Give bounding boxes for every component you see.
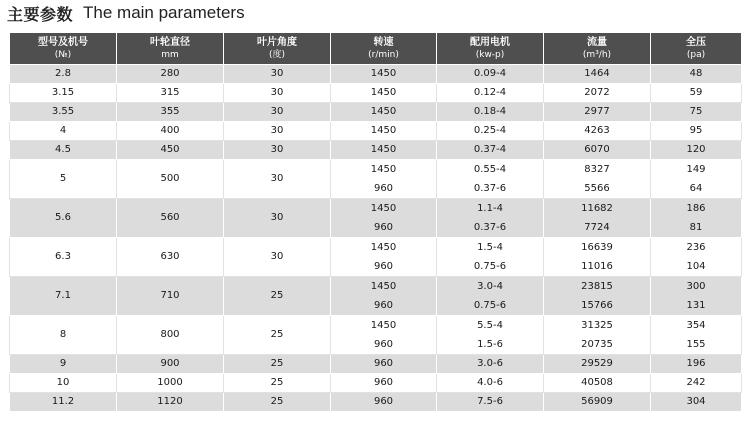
cell-pressure-value: 354 — [686, 320, 706, 331]
header-unit: (pa) — [686, 49, 706, 60]
table-header-row — [10, 33, 742, 65]
cell-speed — [331, 355, 437, 374]
cell-motor-value: 0.37-6 — [473, 183, 507, 194]
table-row — [10, 277, 742, 316]
header-pressure — [651, 33, 742, 65]
cell-motor — [437, 238, 544, 277]
cell-speed — [331, 238, 437, 277]
cell-motor — [437, 355, 544, 374]
table-row — [10, 199, 742, 238]
header-label: 配用电机 — [470, 36, 510, 48]
cell-pressure-value: 236 — [686, 242, 706, 253]
cell-speed-value: 1450 — [370, 320, 397, 331]
cell-flow — [544, 84, 651, 103]
cell-speed-value: 1450 — [370, 87, 397, 98]
cell-angle: 25 — [224, 355, 331, 374]
cell-angle: 25 — [224, 393, 331, 412]
cell-speed — [331, 199, 437, 238]
cell-motor-value: 0.09-4 — [473, 68, 507, 79]
cell-pressure — [651, 374, 742, 393]
cell-flow — [544, 355, 651, 374]
cell-pressure-value: 64 — [689, 183, 703, 194]
cell-angle: 25 — [224, 277, 331, 316]
cell-speed-value: 1450 — [370, 106, 397, 117]
table-body — [10, 33, 742, 412]
cell-pressure — [651, 141, 742, 160]
cell-speed-value: 960 — [373, 222, 394, 233]
cell-speed-value: 1450 — [370, 125, 397, 136]
cell-motor-value: 7.5-6 — [477, 396, 503, 407]
cell-diameter: 450 — [117, 141, 224, 160]
cell-pressure — [651, 277, 742, 316]
cell-pressure-value: 304 — [686, 396, 706, 407]
cell-motor — [437, 199, 544, 238]
header-unit: (kw-p) — [475, 49, 505, 60]
cell-flow-value: 31325 — [581, 320, 613, 331]
table-row — [10, 160, 742, 199]
header-flow — [544, 33, 651, 65]
cell-flow-value: 8327 — [584, 164, 610, 175]
cell-flow — [544, 103, 651, 122]
cell-angle: 30 — [224, 141, 331, 160]
header-unit: (r/min) — [368, 49, 399, 60]
header-motor — [437, 33, 544, 65]
cell-angle: 30 — [224, 160, 331, 199]
cell-model: 3.15 — [10, 84, 117, 103]
cell-flow — [544, 65, 651, 84]
cell-motor-value: 0.55-4 — [473, 164, 507, 175]
cell-motor-value: 0.37-4 — [473, 144, 507, 155]
cell-speed — [331, 84, 437, 103]
cell-flow — [544, 122, 651, 141]
table-row — [10, 103, 742, 122]
header-label: 型号及机号 — [38, 36, 88, 48]
header-label: 叶轮直径 — [150, 36, 190, 48]
cell-flow-value: 7724 — [584, 222, 610, 233]
cell-motor-value: 3.0-4 — [477, 281, 503, 292]
cell-model: 2.8 — [10, 65, 117, 84]
cell-flow — [544, 393, 651, 412]
cell-pressure-value: 300 — [686, 281, 706, 292]
cell-pressure — [651, 103, 742, 122]
cell-motor-value: 0.37-6 — [473, 222, 507, 233]
cell-speed-value: 1450 — [370, 144, 397, 155]
cell-speed-value: 960 — [373, 183, 394, 194]
cell-motor — [437, 316, 544, 355]
cell-motor-value: 4.0-6 — [477, 377, 503, 388]
header-model — [10, 33, 117, 65]
cell-pressure-value: 186 — [686, 203, 706, 214]
table-row — [10, 122, 742, 141]
cell-flow-value: 1464 — [584, 68, 610, 79]
cell-flow — [544, 316, 651, 355]
table-row — [10, 238, 742, 277]
cell-pressure — [651, 160, 742, 199]
cell-speed-value: 960 — [373, 377, 394, 388]
title-chinese: 主要参数 — [7, 4, 74, 24]
cell-motor — [437, 160, 544, 199]
cell-motor — [437, 374, 544, 393]
table-row — [10, 393, 742, 412]
cell-pressure-value: 104 — [686, 261, 706, 272]
cell-pressure-value: 95 — [689, 125, 703, 136]
cell-motor-value: 0.25-4 — [473, 125, 507, 136]
cell-flow-value: 20735 — [581, 339, 613, 350]
header-angle — [224, 33, 331, 65]
table-row — [10, 65, 742, 84]
cell-model: 6.3 — [10, 238, 117, 277]
cell-pressure-value: 131 — [686, 300, 706, 311]
cell-speed-value: 960 — [373, 300, 394, 311]
cell-pressure — [651, 316, 742, 355]
cell-model: 3.55 — [10, 103, 117, 122]
header-label: 转速 — [373, 36, 394, 48]
cell-angle: 25 — [224, 316, 331, 355]
cell-flow-value: 2072 — [584, 87, 610, 98]
cell-diameter: 1120 — [117, 393, 224, 412]
cell-flow-value: 5566 — [584, 183, 610, 194]
cell-speed-value: 1450 — [370, 203, 397, 214]
cell-motor — [437, 122, 544, 141]
cell-diameter: 355 — [117, 103, 224, 122]
cell-flow-value: 29529 — [581, 358, 613, 369]
cell-speed-value: 1450 — [370, 242, 397, 253]
header-unit: (m³/h) — [582, 49, 612, 60]
cell-pressure-value: 242 — [686, 377, 706, 388]
header-unit: mm — [161, 49, 179, 60]
cell-speed — [331, 393, 437, 412]
cell-motor — [437, 277, 544, 316]
cell-pressure-value: 120 — [686, 144, 706, 155]
header-label: 全压 — [686, 36, 706, 48]
cell-speed — [331, 160, 437, 199]
cell-speed-value: 960 — [373, 358, 394, 369]
cell-angle: 30 — [224, 65, 331, 84]
cell-model: 4 — [10, 122, 117, 141]
table-row — [10, 84, 742, 103]
cell-flow-value: 16639 — [581, 242, 613, 253]
cell-model: 8 — [10, 316, 117, 355]
cell-flow-value: 11016 — [581, 261, 613, 272]
cell-pressure-value: 81 — [689, 222, 703, 233]
cell-flow — [544, 199, 651, 238]
cell-pressure — [651, 355, 742, 374]
cell-flow — [544, 141, 651, 160]
cell-speed — [331, 277, 437, 316]
cell-angle: 30 — [224, 103, 331, 122]
cell-flow — [544, 238, 651, 277]
cell-flow-value: 15766 — [581, 300, 613, 311]
cell-flow-value: 23815 — [581, 281, 613, 292]
page-title — [7, 2, 245, 24]
cell-motor-value: 0.18-4 — [473, 106, 507, 117]
table-row — [10, 316, 742, 355]
cell-angle: 30 — [224, 84, 331, 103]
header-diameter — [117, 33, 224, 65]
cell-motor-value: 3.0-6 — [477, 358, 503, 369]
cell-speed-value: 1450 — [370, 68, 397, 79]
cell-motor — [437, 103, 544, 122]
cell-pressure-value: 155 — [686, 339, 706, 350]
cell-diameter: 710 — [117, 277, 224, 316]
cell-angle: 30 — [224, 238, 331, 277]
table-row — [10, 374, 742, 393]
cell-pressure — [651, 199, 742, 238]
cell-pressure — [651, 65, 742, 84]
header-unit: (№) — [54, 49, 72, 60]
header-speed — [331, 33, 437, 65]
cell-speed — [331, 103, 437, 122]
cell-speed-value: 1450 — [370, 164, 397, 175]
cell-model: 5 — [10, 160, 117, 199]
cell-speed-value: 960 — [373, 261, 394, 272]
cell-pressure-value: 149 — [686, 164, 706, 175]
cell-diameter: 315 — [117, 84, 224, 103]
cell-motor — [437, 393, 544, 412]
cell-flow-value: 2977 — [584, 106, 610, 117]
header-label: 叶片角度 — [257, 36, 297, 48]
cell-model: 9 — [10, 355, 117, 374]
cell-flow — [544, 277, 651, 316]
cell-pressure — [651, 393, 742, 412]
cell-pressure-value: 48 — [689, 68, 703, 79]
cell-flow — [544, 160, 651, 199]
cell-speed-value: 1450 — [370, 281, 397, 292]
cell-diameter: 400 — [117, 122, 224, 141]
cell-diameter: 1000 — [117, 374, 224, 393]
header-unit: (度) — [268, 49, 286, 60]
cell-model: 11.2 — [10, 393, 117, 412]
cell-motor-value: 1.5-6 — [477, 339, 503, 350]
cell-speed-value: 960 — [373, 396, 394, 407]
cell-motor-value: 0.75-6 — [473, 300, 507, 311]
cell-diameter: 500 — [117, 160, 224, 199]
cell-motor — [437, 84, 544, 103]
cell-diameter: 280 — [117, 65, 224, 84]
cell-model: 7.1 — [10, 277, 117, 316]
cell-diameter: 630 — [117, 238, 224, 277]
cell-angle: 30 — [224, 199, 331, 238]
cell-flow — [544, 374, 651, 393]
cell-pressure-value: 59 — [689, 87, 703, 98]
cell-speed — [331, 122, 437, 141]
table-row — [10, 141, 742, 160]
cell-speed — [331, 141, 437, 160]
cell-speed-value: 960 — [373, 339, 394, 350]
table-row — [10, 355, 742, 374]
cell-motor-value: 0.75-6 — [473, 261, 507, 272]
cell-diameter: 900 — [117, 355, 224, 374]
cell-pressure — [651, 238, 742, 277]
cell-pressure — [651, 122, 742, 141]
cell-pressure — [651, 84, 742, 103]
cell-flow-value: 11682 — [581, 203, 613, 214]
cell-flow-value: 40508 — [581, 377, 613, 388]
cell-motor — [437, 65, 544, 84]
header-label: 流量 — [587, 36, 607, 48]
cell-model: 4.5 — [10, 141, 117, 160]
cell-diameter: 560 — [117, 199, 224, 238]
cell-angle: 25 — [224, 374, 331, 393]
cell-model: 5.6 — [10, 199, 117, 238]
cell-model: 10 — [10, 374, 117, 393]
cell-motor — [437, 141, 544, 160]
cell-diameter: 800 — [117, 316, 224, 355]
cell-pressure-value: 75 — [689, 106, 703, 117]
cell-motor-value: 1.5-4 — [477, 242, 503, 253]
cell-motor-value: 1.1-4 — [477, 203, 503, 214]
cell-pressure-value: 196 — [686, 358, 706, 369]
cell-motor-value: 5.5-4 — [477, 320, 503, 331]
cell-speed — [331, 65, 437, 84]
cell-flow-value: 56909 — [581, 396, 613, 407]
cell-flow-value: 6070 — [584, 144, 610, 155]
cell-motor-value: 0.12-4 — [473, 87, 507, 98]
title-english: The main parameters — [83, 3, 245, 22]
parameters-table — [9, 32, 742, 412]
cell-speed — [331, 374, 437, 393]
cell-flow-value: 4263 — [584, 125, 610, 136]
cell-speed — [331, 316, 437, 355]
cell-angle: 30 — [224, 122, 331, 141]
